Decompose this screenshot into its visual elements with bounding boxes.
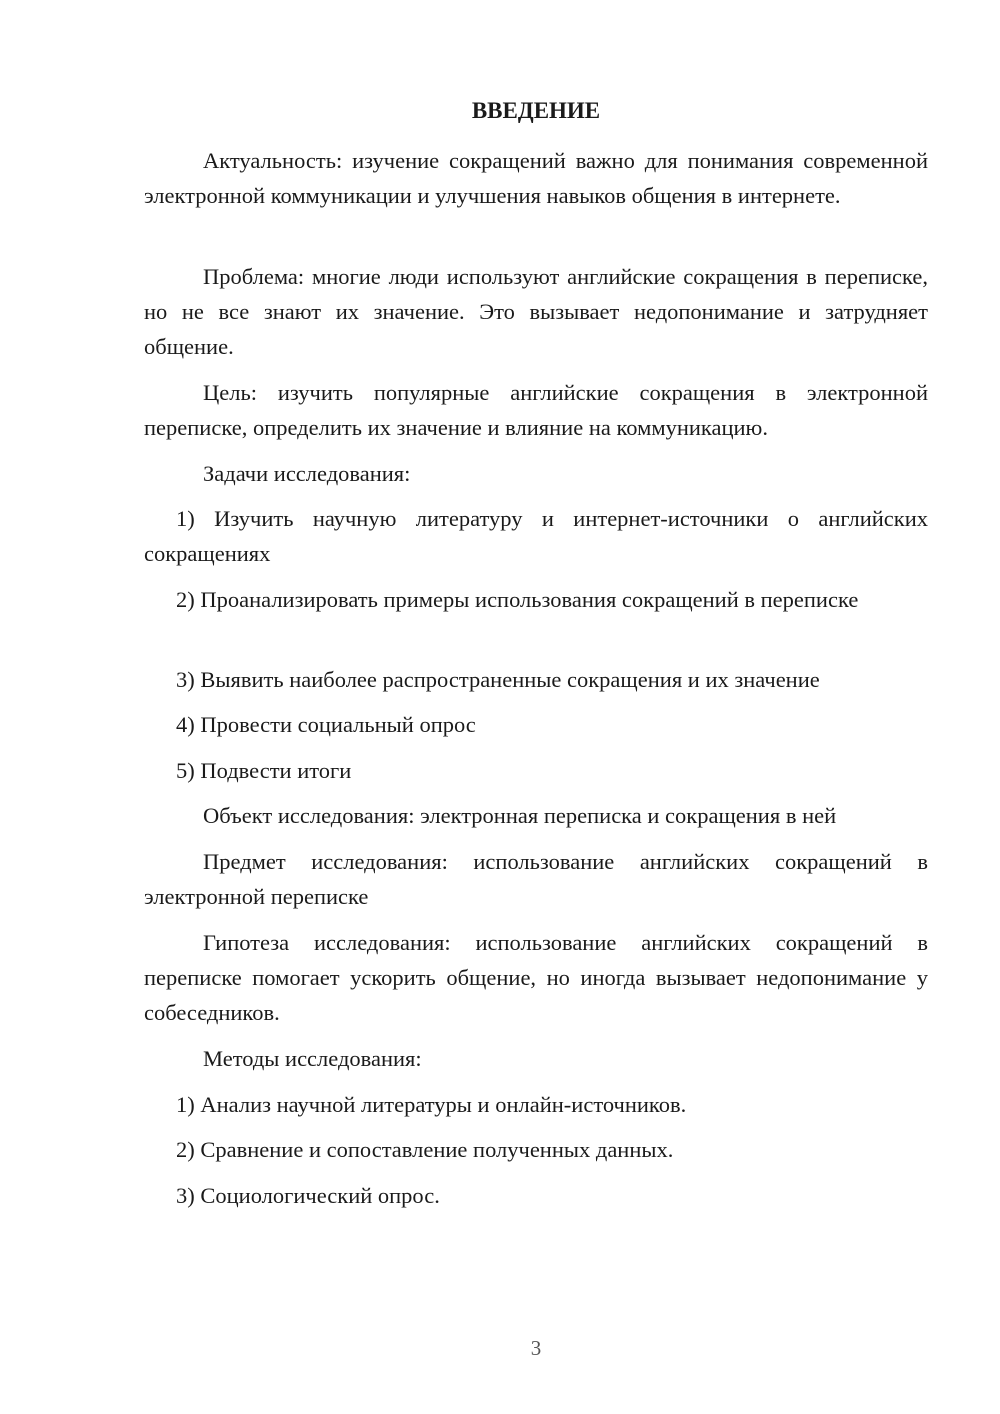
goal-paragraph: Цель: изучить популярные английские сокращения в электронной переписке, определить их значение и влияние на коммуникацию. [144, 380, 928, 440]
hypothesis-paragraph: Гипотеза исследования: использование английских сокращений в переписке помогает ускорить общение, но иногда вызывает недопонимание у собеседников. [144, 930, 928, 1025]
task-item-3: 3) Выявить наиболее распространенные сокращения и их значение [176, 667, 820, 692]
relevance-paragraph: Актуальность: изучение сокращений важно для понимания современной электронной коммуникации и улучшения навыков общения в интернете. [144, 148, 928, 208]
methods-heading: Методы исследования: [203, 1046, 422, 1071]
task-item-1: 1) Изучить научную литературу и интернет-источники о английских сокращениях [144, 506, 928, 566]
tasks-heading: Задачи исследования: [203, 461, 411, 486]
document-page [144, 0, 928, 1414]
task-item-2: 2) Проанализировать примеры использования сокращений в переписке [176, 587, 859, 612]
method-item-2: 2) Сравнение и сопоставление полученных данных. [176, 1137, 674, 1162]
method-item-3: 3) Социологический опрос. [176, 1183, 440, 1208]
task-item-4: 4) Провести социальный опрос [176, 712, 476, 737]
subject-paragraph: Предмет исследования: использование английских сокращений в электронной переписке [144, 849, 928, 909]
section-heading: ВВЕДЕНИЕ [471, 98, 601, 123]
method-item-1: 1) Анализ научной литературы и онлайн-источников. [176, 1092, 687, 1117]
task-item-5: 5) Подвести итоги [176, 758, 352, 783]
problem-paragraph: Проблема: многие люди используют английские сокращения в переписке, но не все знают их значение. Это вызывает недопонимание и затрудняет общение. [144, 264, 928, 359]
page-number: 3 [530, 1336, 542, 1360]
object-paragraph: Объект исследования: электронная переписка и сокращения в ней [203, 803, 837, 828]
